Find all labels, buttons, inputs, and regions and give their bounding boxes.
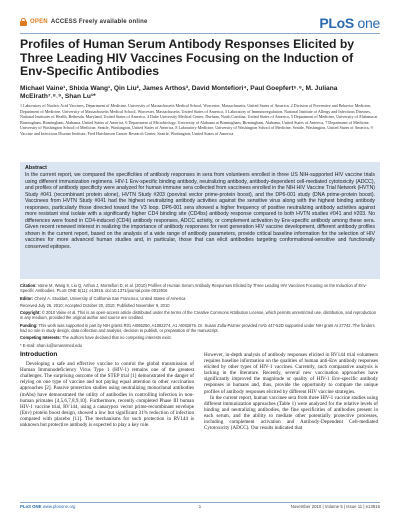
citation-text: Vaine M, Wang S, Liu Q, Arthos J, Montefiori D, et al. (2010) Profiles of Human Serum Antibody Responses Elicited by Three Leading HIV Vaccines Focusing on the Induction of Env-Specific Antibodies. PLoS ONE 5(11): e13916. doi:10.1371/journal.pone.0013916 bbox=[20, 283, 367, 294]
funding-text: This work was supported in part by NIH grants R01 AI065250, A1082274, A1 AI082676. Dr. Susan Zolla-Pazner provided mAb 447-52D supported under NIH grant AI 27742. The funders had no role in study design, data collection and analysis, decision to publish, or preparation of the manuscript. bbox=[20, 322, 375, 334]
dates-row: Received July 26, 2010; Accepted October 20, 2010; Published November 9, 2010 bbox=[20, 302, 170, 308]
article-title: Profiles of Human Serum Antibody Responses Elicited by Three Leading HIV Vaccines Focusing on the Induction of Env-Specific Antibodies bbox=[20, 37, 355, 78]
introduction-heading: Introduction bbox=[20, 351, 58, 358]
header-rule bbox=[20, 33, 380, 34]
copyright-label: Copyright: bbox=[20, 310, 41, 316]
article-metadata bbox=[20, 283, 380, 350]
competing-row bbox=[20, 335, 380, 340]
citation-label: Citation: bbox=[20, 283, 37, 288]
competing-text: The authors have declared that no competing interests exist. bbox=[62, 335, 172, 341]
body-left-column bbox=[20, 352, 194, 428]
editor-label: Editor: bbox=[20, 295, 34, 301]
intro-paragraph-1: Developing a safe and effective vaccine to control the global transmission of Human Immunodeficiency Virus Type 1 (HIV-1) remains one of the greatest challenges. The surprising outcome of the STEP trial [1] demonstrated the danger of relying on one type of vaccine and not paying equal attention to other vaccination approaches [2]. Passive protection studies using neutralizing monoclonal antibodies (mAbs) have demonstrated the utility of antibodies in controlling infection in non-human primates [4,5,6,7,8,9,10]. Furthermore, recently completed Phase III human HIV-1 vaccine trial, RV144, using a canarypox vector prime-recombinant envelope (Env) protein boost design, showed a low but significant 31% reduction of infection compared with placebo [11]. The mechanisms for such protection in RV144 is unknown but protective antibody is expected to play a key role. bbox=[20, 361, 194, 429]
abstract-box bbox=[20, 162, 380, 279]
journal-header bbox=[20, 15, 380, 32]
funding-label: Funding: bbox=[20, 322, 38, 328]
footer-rule bbox=[20, 502, 380, 503]
abstract-text: In the current report, we compared the specificities of antibody responses in sera from volunteers enrolled in three US NIH-supported HIV vaccine trials using different immunization regimens. HIV-1 Env-specific binding antibody, neutralizing antibody, antibody-dependent cell-mediated cytotoxicity (ADCC), and profiles of antibody specificity were analyzed for human immune sera collected from vaccinees enrolled in the NIH HIV Vaccine Trial Network (HVTN) Study #041 (recombinant protein alone), HVTN Study #203 (poxviral vector prime-protein boost), and the DP6-001 study (DNA prime-protein boost). Vaccinees from HVTN Study #041 had the highest neutralizing antibody activities against the sensitive virus along with the highest binding antibody responses, particularly those directed toward the V3 loop. DP6-001 sera showed a higher frequency of positive neutralizing antibody activities against more resistant viral isolate with a significantly higher CD4 binding site (CD4bs) antibody response compared to both HVTN studies #041 and #203. No differences were found in CD4-induced (CD4i) antibody responses, ADCC activity, or complement activation by Env-specific antibody among these sera. Given recent renewed interest in realizing the importance of antibody responses for next generation HIV vaccine development, different antibody profiles shown in the current report, based on the analysis of a wide range of antibody parameters, provide critical baseline information for the selection of HIV vaccines for more advanced human studies and, in particular, those that can elicit antibodies targeting conformational-sensitive and functionally conserved epitopes. bbox=[25, 172, 375, 251]
intro-paragraph-2: However, in-depth analysis of antibody responses elicited in RV144 trial volunteers requires baseline information on the qualities of human anti-Env antibody responses elicited by other types of HIV-1 vaccines. Currently, such comparative analysis is lacking in the literature. Recently, several new vaccination approaches have significantly improved the magnitude or quality of HIV-1 Env-specific antibody responses in humans and, thus, provide the opportunity to compare the unique profiles of antibody responses elicited by different HIV vaccine strategies. bbox=[204, 352, 378, 395]
open-access-text: ACCESS Freely available online bbox=[50, 19, 148, 25]
abstract-heading: Abstract bbox=[25, 165, 47, 171]
email-row: * E-mail: shan.lu@umassmed.edu bbox=[20, 342, 82, 348]
footer-journal: PLoS ONE www.plosone.org bbox=[20, 504, 76, 509]
editor-text: Cheryl A. Stoddart, University of California San Francisco, United States of America bbox=[34, 295, 186, 301]
open-access-label: OPEN bbox=[30, 19, 48, 25]
page-number: 1 bbox=[198, 504, 202, 509]
open-access-badge bbox=[20, 18, 148, 26]
footer-url[interactable]: www.plosone.org bbox=[42, 504, 76, 509]
logo-sub: one bbox=[357, 15, 380, 31]
logo-main: PLoS bbox=[319, 15, 354, 31]
citation-row bbox=[20, 283, 380, 294]
intro-paragraph-3: In the current report, human vaccinee sera from three HIV-1 vaccine studies using different immunization approaches (Table 1) were analyzed for the relative levels of binding and neutralizing antibodies, the fine specificities of antibodies present in each serum, and the ability to mediate other potentially protective processes, including complement activation and Antibody-Dependent Cell-mediated Cytotoxicity (ADCC). Our results indicated that bbox=[204, 394, 378, 432]
funding-row bbox=[20, 323, 380, 334]
body-right-column bbox=[204, 352, 378, 431]
affiliations: 1 Laboratory of Nucleic Acid Vaccines, Department of Medicine, University of Massachusetts Medical School, Worcester, Massachusetts, United States of America, 2 Division of Preventive and Behavior Medicine, Department of Medicine, University of Massachusetts Medical School, Worcester, Massachusetts, United States of America, 3 Laboratory of Immunoregulation, National Institute of Allergy and Infectious Diseases, National Institutes of Health, Bethesda, Maryland, United States of America, 4 Duke University Medical Center, Durham, North Carolina, United States of America, 5 Department of Medicine, University of Alabama at Birmingham, Birmingham, Alabama, United States of America, 6 Department of Microbiology, University of Alabama at Birmingham, Birmingham, Alabama, United States of America, 7 Department of Medicine, University of Washington School of Medicine, Seattle, Washington, United States of America, 8 Laboratory Medicine, University of Washington School of Medicine, Seattle, Washington, United States of America, 9 Vaccine and Infectious Disease Institute, Fred Hutchinson Cancer Research Center, Seattle, Washington, United States of America bbox=[20, 103, 378, 136]
copyright-row bbox=[20, 310, 380, 321]
footer-issue: November 2010 | Volume 5 | Issue 11 | e13916 bbox=[290, 504, 380, 509]
open-lock-icon bbox=[20, 18, 27, 26]
competing-label: Competing Interests: bbox=[20, 335, 61, 341]
author-list: Michael Vaine¹, Shixia Wang¹, Qin Liu², James Arthos³, David Montefiori⁴, Paul Goepfert⁵˒⁶, M. Juliana McElrath⁷˒⁸˒⁹, Shan Lu¹* bbox=[20, 85, 338, 101]
editor-row bbox=[20, 296, 380, 301]
copyright-text: © 2010 Vaine et al. This is an open-access article distributed under the terms of the Creative Commons Attribution License, which permits unrestricted use, distribution, and reproduction in any medium, provided the original author and source are credited. bbox=[20, 310, 377, 321]
plos-one-logo bbox=[319, 15, 380, 31]
